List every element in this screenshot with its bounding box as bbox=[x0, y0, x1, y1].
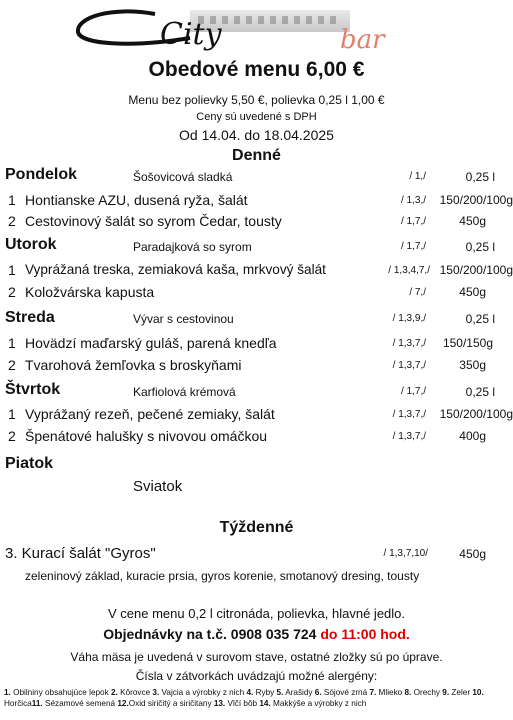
section-weekly: Týždenné bbox=[219, 519, 294, 536]
soup-portion: 0,25 l bbox=[465, 240, 495, 254]
allergen-note: Čísla v zátvorkách uvádzajú možné alergény: bbox=[135, 669, 378, 683]
soup-allergens: / 1,7,/ bbox=[400, 386, 426, 397]
dish-weight: 350g bbox=[459, 358, 486, 372]
dish-number: 1 bbox=[8, 335, 16, 351]
logo-text: City bbox=[160, 17, 222, 52]
day-wednesday: Streda bbox=[5, 309, 55, 326]
allergen-legend bbox=[4, 687, 512, 709]
menu-subtitle: Menu bez polievky 5,50 €, polievka 0,25 l 1,00 € bbox=[128, 93, 385, 107]
day-tuesday: Utorok bbox=[5, 236, 57, 253]
dish-name: Hontianske AZU, dusená ryža, šalát bbox=[25, 192, 248, 208]
dish-name: Hovädzí maďarský guláš, parená knedľa bbox=[25, 335, 277, 351]
allergen-entry: 11. Sézamové semená bbox=[31, 699, 118, 708]
dish-weight: 450g bbox=[459, 214, 486, 228]
soup-portion: 0,25 l bbox=[465, 312, 495, 326]
day-thursday: Štvrtok bbox=[5, 381, 61, 398]
soup-name: Paradajková so syrom bbox=[133, 240, 252, 254]
soup-name: Šošovicová sladká bbox=[133, 170, 233, 184]
day-monday: Pondelok bbox=[5, 166, 78, 183]
dish-allergens: / 1,3,7,/ bbox=[392, 431, 426, 442]
dish-weight: 150/200/100g bbox=[439, 407, 513, 421]
dish-number: 1 bbox=[8, 262, 16, 278]
dish-weight: 150/200/100g bbox=[439, 263, 513, 277]
dish-weight: 400g bbox=[459, 429, 486, 443]
dish-allergens: / 7,/ bbox=[409, 287, 426, 298]
dish-allergens: / 1,3,4,7,/ bbox=[388, 265, 430, 276]
dish-name: Vyprážaná treska, zemiaková kaša, mrkvový šalát bbox=[25, 262, 326, 277]
dish-weight: 150/150g bbox=[442, 336, 493, 350]
holiday-note: Sviatok bbox=[133, 478, 183, 495]
logo-sub-text: bar bbox=[340, 25, 385, 55]
dish-number: 2 bbox=[8, 428, 16, 444]
dish-number: 2 bbox=[8, 213, 16, 229]
date-range: Od 14.04. do 18.04.2025 bbox=[179, 127, 334, 143]
allergen-entry: 5. Arašidy bbox=[276, 688, 315, 697]
soup-portion: 0,25 l bbox=[465, 385, 495, 399]
dish-allergens: / 1,7,/ bbox=[400, 216, 426, 227]
dish-number: 2 bbox=[8, 284, 16, 300]
menu-title: Obedové menu 6,00 € bbox=[148, 58, 365, 81]
dish-weight: 150/200/100g bbox=[439, 193, 513, 207]
weekly-dish-allergens: / 1,3,7,10/ bbox=[383, 548, 428, 559]
weight-note: Váha mäsa je uvedená v surovom stave, ostatné zložky sú po úprave. bbox=[70, 650, 443, 664]
dish-allergens: / 1,3,7,/ bbox=[392, 360, 426, 371]
city-bar-logo bbox=[70, 4, 450, 56]
order-line bbox=[0, 626, 513, 642]
weekly-dish-weight: 450g bbox=[459, 547, 486, 561]
order-phone: Objednávky na t.č. 0908 035 724 bbox=[103, 626, 321, 642]
allergen-entry: 2. Kôrovce bbox=[110, 688, 153, 697]
dish-number: 1 bbox=[8, 406, 16, 422]
order-deadline: do 11:00 hod. bbox=[320, 626, 410, 642]
soup-portion: 0,25 l bbox=[465, 170, 495, 184]
weekly-dish-description: zeleninový základ, kuracie prsia, gyros korenie, smotanový dresing, tousty bbox=[25, 569, 420, 583]
allergen-entry: 12.Oxid siričitý a siričitany bbox=[117, 699, 214, 708]
allergen-entry: 6. Sójové zrná bbox=[314, 688, 370, 697]
soup-name: Vývar s cestovinou bbox=[133, 312, 234, 326]
allergen-entry: 3. Vajcia a výrobky z nich bbox=[152, 688, 247, 697]
dish-name: Koložvárska kapusta bbox=[25, 284, 155, 300]
section-daily: Denné bbox=[232, 147, 281, 164]
soup-name: Karfiolová krémová bbox=[133, 385, 236, 399]
dish-number: 1 bbox=[8, 192, 16, 208]
dish-name: Tvarohová žemľovka s broskyňami bbox=[25, 357, 242, 373]
dish-allergens: / 1,3,7,/ bbox=[392, 409, 426, 420]
dish-weight: 450g bbox=[459, 285, 486, 299]
dish-number: 2 bbox=[8, 357, 16, 373]
allergen-entry: 13. Vlčí bôb bbox=[213, 699, 260, 708]
allergen-entry: 10. Horčica bbox=[4, 688, 484, 708]
dish-name: Špenátové halušky s nivovou omáčkou bbox=[25, 428, 268, 444]
menu-includes-note: V cene menu 0,2 l citronáda, polievka, hlavné jedlo. bbox=[107, 606, 406, 621]
vat-note: Ceny sú uvedené s DPH bbox=[196, 111, 317, 123]
soup-allergens: / 1,7,/ bbox=[400, 241, 426, 252]
allergen-entry: 14. Makkýše a výrobky z nich bbox=[259, 699, 367, 708]
dish-allergens: / 1,3,/ bbox=[400, 195, 426, 206]
day-friday: Piatok bbox=[5, 455, 54, 472]
soup-allergens: / 1,3,9,/ bbox=[392, 313, 426, 324]
dish-name: Vyprážaný rezeň, pečené zemiaky, šalát bbox=[25, 406, 275, 422]
allergen-entry: 1. Obilniny obsahujúce lepok bbox=[4, 688, 111, 697]
allergen-entry: 9. Zeler bbox=[442, 688, 473, 697]
dish-name: Cestovinový šalát so syrom Čedar, tousty bbox=[25, 213, 282, 229]
weekly-dish-name: 3. Kurací šalát "Gyros" bbox=[5, 545, 156, 562]
soup-allergens: / 1,/ bbox=[409, 171, 426, 182]
allergen-entry: 7. Mlieko bbox=[369, 688, 405, 697]
dish-allergens: / 1,3,7,/ bbox=[392, 338, 426, 349]
allergen-entry: 8. Orechy bbox=[404, 688, 443, 697]
allergen-entry: 4. Ryby bbox=[246, 688, 277, 697]
